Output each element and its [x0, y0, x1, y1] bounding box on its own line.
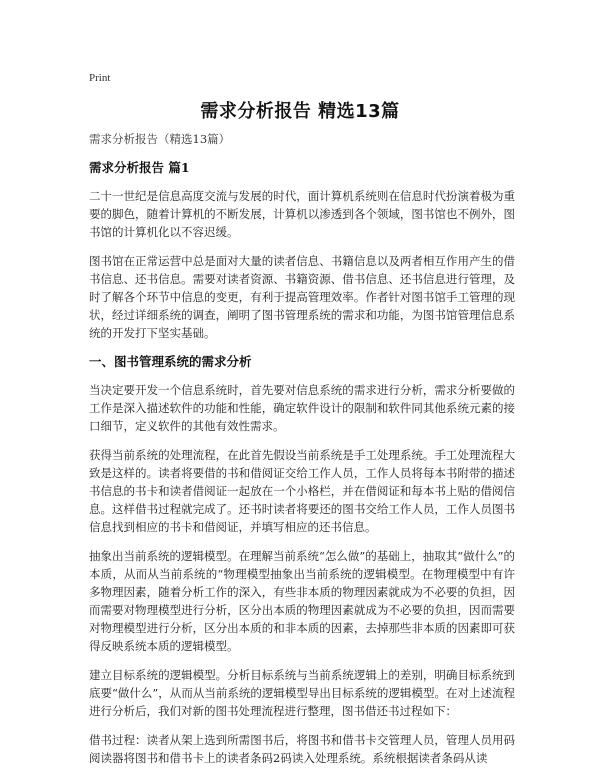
- print-label[interactable]: Print: [89, 72, 111, 84]
- section-heading-article-1: 需求分析报告 篇1: [89, 160, 190, 175]
- paragraph: 建立目标系统的逻辑模型。分析目标系统与当前系统逻辑上的差别，明确目标系统到底要“做什么”，从而从当前系统的逻辑模型导出目标系统的逻辑模型。在对上述流程进行分析后，我们对新的图书处理流程进行整理，图书借还书过程如下：: [89, 668, 515, 718]
- paragraph: 抽象出当前系统的逻辑模型。在理解当前系统“怎么做”的基础上，抽取其“做什么”的本质，从而从当前系统的“物理模型抽象出当前系统的逻辑模型。在物理模型中有许多物理因素，随着分析工作的深入，有些非本质的物理因素就成为不必要的负担，因而需要对物理模型进行分析，区分出本质的物理因素就成为不必要的负担，因而需要对物理模型进行分析，区分出本质的和非本质的因素，去掉那些非本质的因素即可获得反映系统本质的逻辑模型。: [89, 549, 516, 653]
- paragraph: 获得当前系统的处理流程，在此首先假设当前系统是手工处理系统。手工处理流程大致是这样的。读者将要借的书和借阅证交给工作人员，工作人员将每本书附带的描述书信息的书卡和读者借阅证一起放在一个小格栏，并在借阅证和每本书上贴的借阅信息。这样借书过程就完成了。还书时读者将要还的图书交给工作人员，工作人员图书信息找到相应的书卡和借阅证，并填写相应的还书信息。: [89, 448, 515, 534]
- paragraph: 当决定要开发一个信息系统时，首先要对信息系统的需求进行分析，需求分析要做的工作是深入描述软件的功能和性能，确定软件设计的限制和软件同其他系统元素的接口细节，定义软件的其他有效性需求。: [89, 383, 515, 433]
- paragraph: 借书过程：读者从架上选到所需图书后，将图书和借书卡交管理人员，管理人员用码阅读器将图书和借书卡上的读者条码2码读入处理系统。系统根据读者条码从读: [89, 733, 515, 765]
- page-title: 需求分析报告 精选13篇: [200, 101, 400, 122]
- paragraph: 二十一世纪是信息高度交流与发展的时代，面计算机系统则在信息时代扮演着极为重要的脚色，随着计算机的不断发展，计算机以渗透到各个领域，图书馆也不例外，图书馆的计算机化以不容迟缓。: [89, 189, 515, 239]
- document-body: [89, 131, 515, 776]
- section-heading-requirements: 一、图书管理系统的需求分析: [89, 354, 252, 369]
- paragraph: 图书馆在正常运营中总是面对大量的读者信息、书籍信息以及两者相互作用产生的借书信息、还书信息。需要对读者资源、书籍资源、借书信息、还书信息进行管理，及时了解各个环节中信息的变更，有利于提高管理效率。作者针对图书馆手工管理的现状，经过详细系统的调查，阐明了图书管理系统的需求和功能，为图书馆管理信息系统的开发打下坚实基础。: [89, 254, 515, 340]
- document-subtitle: 需求分析报告（精选13篇）: [89, 132, 231, 146]
